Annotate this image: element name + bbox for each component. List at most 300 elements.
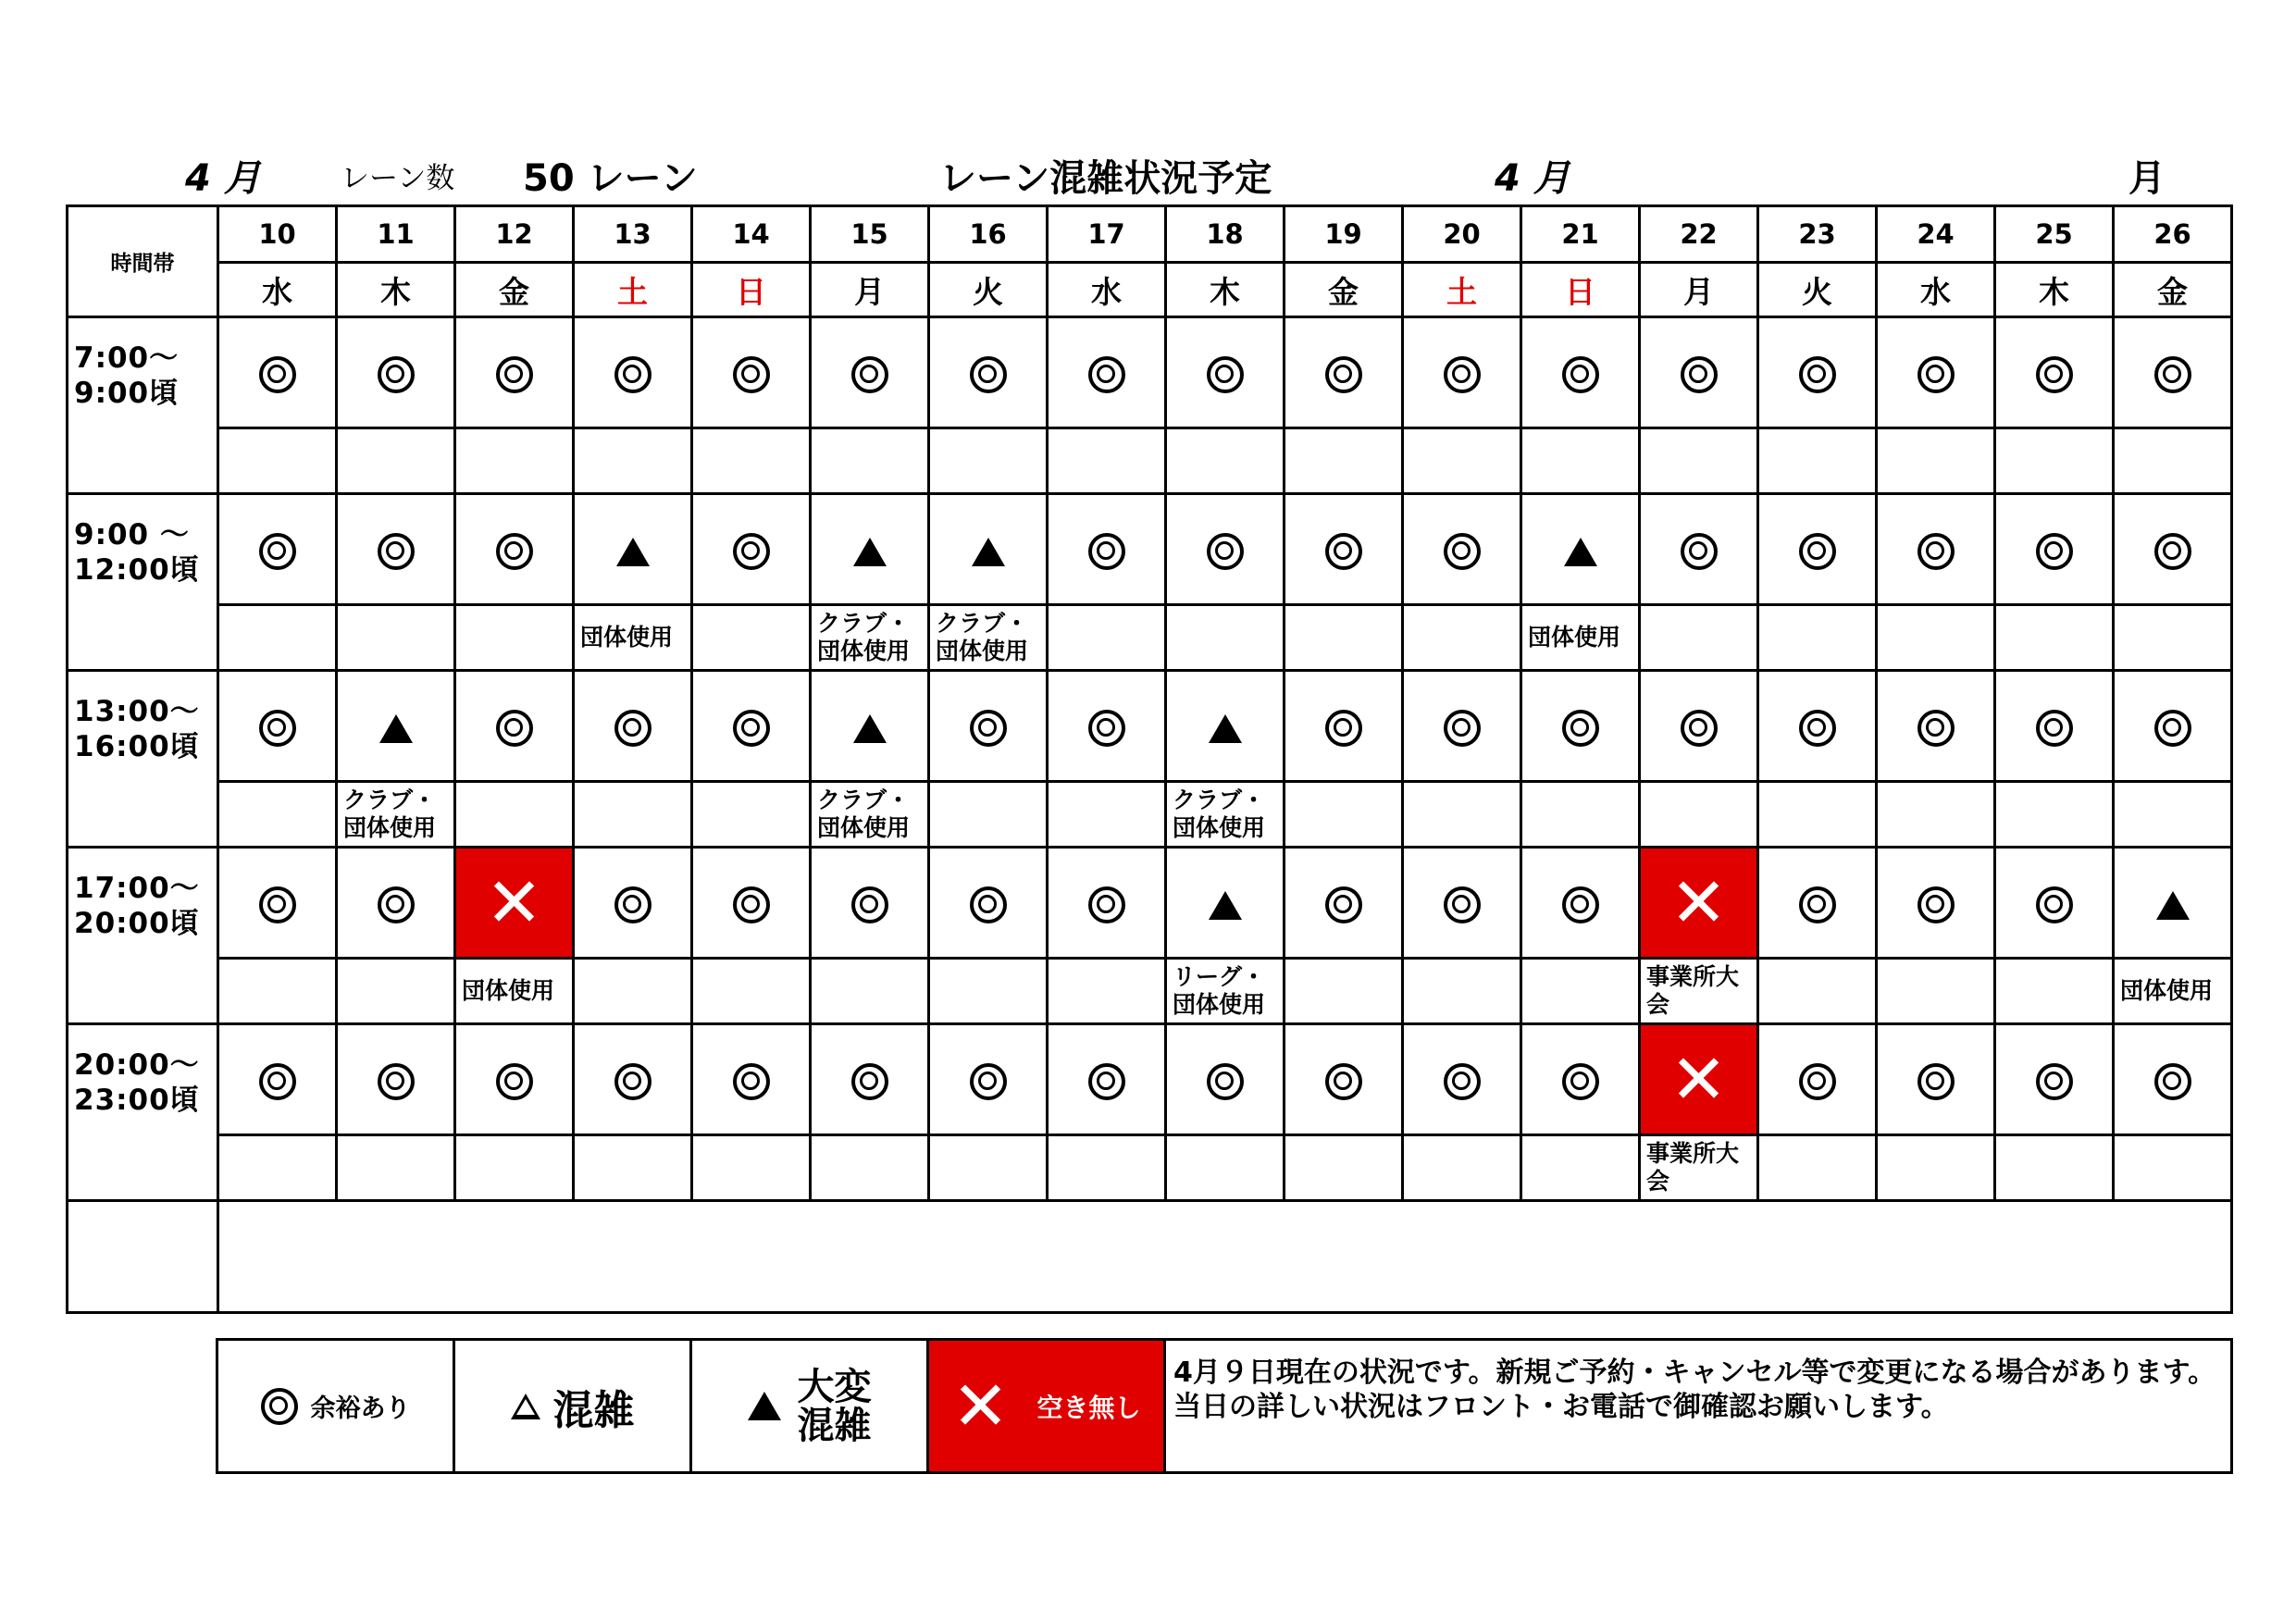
double-circle-icon	[1681, 710, 1718, 747]
status-cell-good	[1758, 317, 1877, 428]
status-cell-busy	[1166, 671, 1285, 782]
day-header: 24	[1877, 206, 1995, 263]
note-cell	[1877, 605, 1995, 671]
note-cell	[1640, 782, 1758, 848]
note-cell	[218, 959, 337, 1024]
legend-good	[218, 1341, 455, 1471]
legend	[216, 1338, 2233, 1474]
status-cell-good	[1403, 317, 1521, 428]
note-cell	[1166, 428, 1285, 494]
double-circle-icon	[2036, 1063, 2073, 1100]
note-cell	[1403, 782, 1521, 848]
time-slot-start: 9:00 ～	[74, 518, 190, 551]
note-cell	[1995, 605, 2114, 671]
status-cell-good	[574, 1024, 692, 1135]
status-cell-good	[929, 848, 1048, 959]
open-triangle-icon	[511, 1394, 540, 1419]
note-cell	[455, 605, 574, 671]
double-circle-icon	[259, 533, 296, 570]
day-header: 18	[1166, 206, 1285, 263]
day-header: 20	[1403, 206, 1521, 263]
note-cell	[574, 959, 692, 1024]
double-circle-icon	[1917, 356, 1955, 393]
note-cell	[929, 428, 1048, 494]
double-circle-icon	[1562, 1063, 1599, 1100]
note-cell	[1285, 959, 1403, 1024]
note-cell	[1758, 782, 1877, 848]
status-cell-good	[1758, 848, 1877, 959]
note-cell	[1995, 428, 2114, 494]
cross-icon: ✕	[1669, 1039, 1728, 1120]
legend-good-label: 余裕あり	[310, 1394, 411, 1423]
note-cell	[1995, 782, 2114, 848]
double-circle-icon	[1325, 1063, 1362, 1100]
status-cell-good	[1640, 494, 1758, 605]
note-cell	[1877, 959, 1995, 1024]
double-circle-icon	[733, 533, 770, 570]
note-cell: 事業所大会	[1640, 959, 1758, 1024]
weekday-header: 月	[1640, 263, 1758, 317]
double-circle-icon	[1562, 710, 1599, 747]
status-cell-good	[1995, 848, 2114, 959]
double-circle-icon	[2154, 533, 2191, 570]
double-circle-icon	[1799, 356, 1836, 393]
status-cell-good	[1285, 671, 1403, 782]
status-cell-busy	[337, 671, 455, 782]
weekday-header: 木	[1995, 263, 2114, 317]
legend-note-1: 4月９日現在の状況です。新規ご予約・キャンセル等で変更になる場合があります。	[1173, 1357, 2216, 1389]
note-cell	[455, 428, 574, 494]
status-cell-good	[1521, 848, 1640, 959]
double-circle-icon	[259, 886, 296, 923]
note-cell	[2114, 605, 2232, 671]
filled-triangle-icon	[853, 538, 887, 566]
double-circle-icon	[1681, 356, 1718, 393]
filled-triangle-icon	[379, 714, 413, 743]
note-cell	[1521, 959, 1640, 1024]
note-cell	[1048, 959, 1166, 1024]
status-cell-good	[2114, 494, 2232, 605]
double-circle-icon	[261, 1388, 298, 1425]
status-cell-good	[1877, 671, 1995, 782]
double-circle-icon	[1799, 533, 1836, 570]
status-cell-good	[1048, 848, 1166, 959]
status-cell-good	[2114, 317, 2232, 428]
weekday-header: 火	[1758, 263, 1877, 317]
filled-triangle-icon	[972, 538, 1005, 566]
status-cell-good	[455, 317, 574, 428]
double-circle-icon	[2036, 710, 2073, 747]
status-cell-good	[1048, 671, 1166, 782]
double-circle-icon	[614, 710, 652, 747]
status-cell-good	[1995, 671, 2114, 782]
status-cell-good	[337, 848, 455, 959]
double-circle-icon	[1325, 886, 1362, 923]
double-circle-icon	[1088, 886, 1125, 923]
double-circle-icon	[2154, 1063, 2191, 1100]
double-circle-icon	[2036, 886, 2073, 923]
note-cell	[929, 959, 1048, 1024]
note-cell	[1048, 428, 1166, 494]
note-cell	[1048, 605, 1166, 671]
filled-triangle-icon	[1209, 714, 1242, 743]
status-cell-good	[1285, 317, 1403, 428]
double-circle-icon	[496, 533, 533, 570]
note-cell	[1166, 1135, 1285, 1201]
day-header: 16	[929, 206, 1048, 263]
time-slot-start: 13:00～	[74, 695, 200, 728]
status-cell-good	[1758, 671, 1877, 782]
note-cell	[574, 782, 692, 848]
weekday-header: 金	[2114, 263, 2232, 317]
weekday-header: 土	[574, 263, 692, 317]
note-cell	[1877, 1135, 1995, 1201]
day-header: 13	[574, 206, 692, 263]
double-circle-icon	[1088, 533, 1125, 570]
weekday-header: 土	[1403, 263, 1521, 317]
note-cell	[692, 1135, 811, 1201]
status-cell-full	[455, 848, 574, 959]
note-cell: クラブ・団体使用	[811, 782, 929, 848]
status-cell-good	[811, 317, 929, 428]
status-cell-good	[574, 317, 692, 428]
time-slot-label	[68, 671, 218, 848]
time-slot-end: 16:00頃	[74, 730, 200, 763]
status-cell-busy	[2114, 848, 2232, 959]
note-cell	[337, 605, 455, 671]
status-cell-good	[337, 317, 455, 428]
note-cell: クラブ・団体使用	[811, 605, 929, 671]
status-cell-good	[1166, 494, 1285, 605]
double-circle-icon	[1917, 710, 1955, 747]
header-lanes-value: 50 レーン	[523, 157, 698, 200]
double-circle-icon	[1444, 533, 1481, 570]
note-cell	[1995, 959, 2114, 1024]
time-slot-end: 9:00頃	[74, 377, 180, 410]
legend-very-crowded-line2: 混雑	[797, 1404, 872, 1447]
double-circle-icon	[851, 356, 888, 393]
filled-triangle-icon	[616, 538, 650, 566]
note-cell	[1285, 428, 1403, 494]
note-cell	[1048, 782, 1166, 848]
double-circle-icon	[614, 356, 652, 393]
time-slot-label	[68, 317, 218, 494]
note-cell	[337, 428, 455, 494]
time-slot-end: 12:00頃	[74, 553, 200, 587]
legend-note-2: 当日の詳しい状況はフロント・お電話で御確認お願いします。	[1173, 1391, 1949, 1423]
status-cell-good	[1877, 494, 1995, 605]
status-cell-good	[218, 1024, 337, 1135]
status-cell-good	[1877, 848, 1995, 959]
double-circle-icon	[1325, 356, 1362, 393]
note-cell	[337, 1135, 455, 1201]
header-lanes-label: レーン数	[341, 162, 455, 195]
status-cell-good	[337, 494, 455, 605]
double-circle-icon	[2036, 356, 2073, 393]
status-cell-good	[1403, 848, 1521, 959]
note-cell	[1048, 1135, 1166, 1201]
double-circle-icon	[1207, 356, 1244, 393]
day-header: 22	[1640, 206, 1758, 263]
note-cell	[1758, 1135, 1877, 1201]
note-cell	[692, 782, 811, 848]
day-header: 19	[1285, 206, 1403, 263]
double-circle-icon	[970, 1063, 1007, 1100]
double-circle-icon	[1917, 533, 1955, 570]
note-cell	[218, 782, 337, 848]
note-cell	[218, 605, 337, 671]
status-cell-good	[692, 317, 811, 428]
double-circle-icon	[1325, 533, 1362, 570]
double-circle-icon	[1799, 710, 1836, 747]
day-header: 21	[1521, 206, 1640, 263]
double-circle-icon	[970, 886, 1007, 923]
note-cell	[929, 1135, 1048, 1201]
cross-icon: ✕	[951, 1366, 1010, 1446]
lane-schedule-table	[66, 204, 2233, 1314]
status-cell-good	[1403, 494, 1521, 605]
status-cell-good	[1403, 671, 1521, 782]
double-circle-icon	[733, 356, 770, 393]
cross-icon: ✕	[1669, 862, 1728, 943]
note-cell	[1403, 605, 1521, 671]
note-cell: 団体使用	[2114, 959, 2232, 1024]
note-cell	[1877, 428, 1995, 494]
status-cell-good	[455, 671, 574, 782]
status-cell-full	[1640, 1024, 1758, 1135]
note-cell	[1403, 428, 1521, 494]
double-circle-icon	[1917, 1063, 1955, 1100]
status-cell-good	[1521, 1024, 1640, 1135]
double-circle-icon	[1681, 533, 1718, 570]
note-cell: 事業所大会	[1640, 1135, 1758, 1201]
status-cell-good	[929, 1024, 1048, 1135]
note-cell	[455, 782, 574, 848]
status-cell-good	[1877, 317, 1995, 428]
double-circle-icon	[1088, 710, 1125, 747]
day-header: 14	[692, 206, 811, 263]
double-circle-icon	[259, 1063, 296, 1100]
status-cell-full	[1640, 848, 1758, 959]
status-cell-good	[811, 1024, 929, 1135]
legend-notes	[1166, 1341, 2230, 1471]
double-circle-icon	[1325, 710, 1362, 747]
note-cell	[692, 428, 811, 494]
note-cell: 団体使用	[574, 605, 692, 671]
status-cell-good	[692, 671, 811, 782]
status-cell-good	[1285, 494, 1403, 605]
time-slot-header: 時間帯	[68, 206, 218, 317]
double-circle-icon	[378, 533, 415, 570]
time-slot-start: 20:00～	[74, 1048, 200, 1082]
filled-triangle-icon	[853, 714, 887, 743]
double-circle-icon	[2036, 533, 2073, 570]
time-slot-label	[68, 494, 218, 671]
day-header: 23	[1758, 206, 1877, 263]
cross-icon: ✕	[485, 862, 543, 943]
day-header: 12	[455, 206, 574, 263]
double-circle-icon	[496, 356, 533, 393]
status-cell-busy	[811, 494, 929, 605]
status-cell-good	[929, 317, 1048, 428]
filled-triangle-icon	[1209, 891, 1242, 920]
status-cell-good	[218, 848, 337, 959]
status-cell-good	[1758, 1024, 1877, 1135]
day-header: 17	[1048, 206, 1166, 263]
double-circle-icon	[1088, 356, 1125, 393]
note-cell: クラブ・団体使用	[1166, 782, 1285, 848]
weekday-header: 火	[929, 263, 1048, 317]
status-cell-busy	[574, 494, 692, 605]
status-cell-busy	[1521, 494, 1640, 605]
weekday-header: 金	[455, 263, 574, 317]
double-circle-icon	[733, 886, 770, 923]
status-cell-good	[1995, 1024, 2114, 1135]
time-slot-end: 23:00頃	[74, 1084, 200, 1117]
header-month-right: 月	[2128, 157, 2166, 200]
double-circle-icon	[733, 710, 770, 747]
note-cell: クラブ・団体使用	[337, 782, 455, 848]
header-month-mid: 4 月	[1495, 157, 1570, 200]
double-circle-icon	[1207, 1063, 1244, 1100]
note-cell	[1758, 605, 1877, 671]
note-cell	[1285, 605, 1403, 671]
weekday-header: 木	[1166, 263, 1285, 317]
status-cell-good	[1995, 494, 2114, 605]
status-cell-good	[2114, 1024, 2232, 1135]
note-cell	[1521, 428, 1640, 494]
status-cell-good	[455, 1024, 574, 1135]
note-cell	[337, 959, 455, 1024]
note-cell	[455, 1135, 574, 1201]
double-circle-icon	[614, 886, 652, 923]
status-cell-good	[337, 1024, 455, 1135]
status-cell-good	[1048, 1024, 1166, 1135]
note-cell: 団体使用	[455, 959, 574, 1024]
status-cell-good	[574, 848, 692, 959]
weekday-header: 水	[218, 263, 337, 317]
weekday-header: 水	[1048, 263, 1166, 317]
status-cell-good	[1403, 1024, 1521, 1135]
time-slot-label	[68, 1024, 218, 1201]
double-circle-icon	[378, 886, 415, 923]
note-cell	[692, 959, 811, 1024]
day-header: 15	[811, 206, 929, 263]
double-circle-icon	[1562, 886, 1599, 923]
legend-crowded	[455, 1341, 692, 1471]
double-circle-icon	[2154, 356, 2191, 393]
note-cell	[692, 605, 811, 671]
note-cell	[1403, 959, 1521, 1024]
legend-crowded-label: 混雑	[552, 1386, 635, 1434]
legend-full	[929, 1341, 1166, 1471]
double-circle-icon	[1444, 710, 1481, 747]
legend-very-crowded	[692, 1341, 929, 1471]
time-slot-start: 7:00～	[74, 341, 180, 375]
double-circle-icon	[851, 1063, 888, 1100]
double-circle-icon	[259, 710, 296, 747]
time-slot-label	[68, 848, 218, 1024]
weekday-header: 日	[692, 263, 811, 317]
double-circle-icon	[496, 710, 533, 747]
status-cell-good	[1285, 848, 1403, 959]
status-cell-busy	[929, 494, 1048, 605]
double-circle-icon	[496, 1063, 533, 1100]
weekday-header: 木	[337, 263, 455, 317]
filled-triangle-icon	[2156, 891, 2190, 920]
weekday-header: 金	[1285, 263, 1403, 317]
double-circle-icon	[1917, 886, 1955, 923]
status-cell-good	[455, 494, 574, 605]
weekday-header: 水	[1877, 263, 1995, 317]
status-cell-good	[1640, 671, 1758, 782]
status-cell-good	[2114, 671, 2232, 782]
status-cell-good	[1048, 317, 1166, 428]
note-cell	[1285, 1135, 1403, 1201]
note-cell: クラブ・団体使用	[929, 605, 1048, 671]
double-circle-icon	[378, 1063, 415, 1100]
blank-remarks-cell	[218, 1201, 2232, 1313]
day-header: 25	[1995, 206, 2114, 263]
status-cell-good	[811, 848, 929, 959]
status-cell-good	[1166, 1024, 1285, 1135]
weekday-header: 日	[1521, 263, 1640, 317]
legend-full-label: 空き無し	[1036, 1392, 1141, 1423]
double-circle-icon	[378, 356, 415, 393]
note-cell: 団体使用	[1521, 605, 1640, 671]
note-cell	[574, 1135, 692, 1201]
double-circle-icon	[1207, 533, 1244, 570]
time-slot-end: 20:00頃	[74, 907, 200, 940]
double-circle-icon	[259, 356, 296, 393]
note-cell	[574, 428, 692, 494]
status-cell-good	[692, 494, 811, 605]
note-cell	[1521, 782, 1640, 848]
blank-label-cell	[68, 1201, 218, 1313]
double-circle-icon	[1799, 1063, 1836, 1100]
double-circle-icon	[614, 1063, 652, 1100]
note-cell	[218, 428, 337, 494]
note-cell	[1995, 1135, 2114, 1201]
status-cell-good	[1285, 1024, 1403, 1135]
status-cell-good	[1521, 317, 1640, 428]
filled-triangle-icon	[1564, 538, 1597, 566]
day-header: 26	[2114, 206, 2232, 263]
note-cell	[1521, 1135, 1640, 1201]
note-cell	[218, 1135, 337, 1201]
status-cell-busy	[1166, 848, 1285, 959]
double-circle-icon	[970, 356, 1007, 393]
day-header: 11	[337, 206, 455, 263]
double-circle-icon	[970, 710, 1007, 747]
note-cell	[2114, 428, 2232, 494]
filled-triangle-icon	[748, 1392, 781, 1420]
double-circle-icon	[1799, 886, 1836, 923]
note-cell	[1640, 428, 1758, 494]
note-cell	[811, 428, 929, 494]
time-slot-start: 17:00～	[74, 872, 200, 905]
double-circle-icon	[2154, 710, 2191, 747]
status-cell-good	[692, 848, 811, 959]
double-circle-icon	[851, 886, 888, 923]
status-cell-good	[692, 1024, 811, 1135]
day-header: 10	[218, 206, 337, 263]
status-cell-good	[574, 671, 692, 782]
note-cell	[2114, 782, 2232, 848]
status-cell-good	[1048, 494, 1166, 605]
header-month-left: 4 月	[185, 157, 261, 200]
page-title: レーン混雑状況予定	[939, 157, 1272, 200]
